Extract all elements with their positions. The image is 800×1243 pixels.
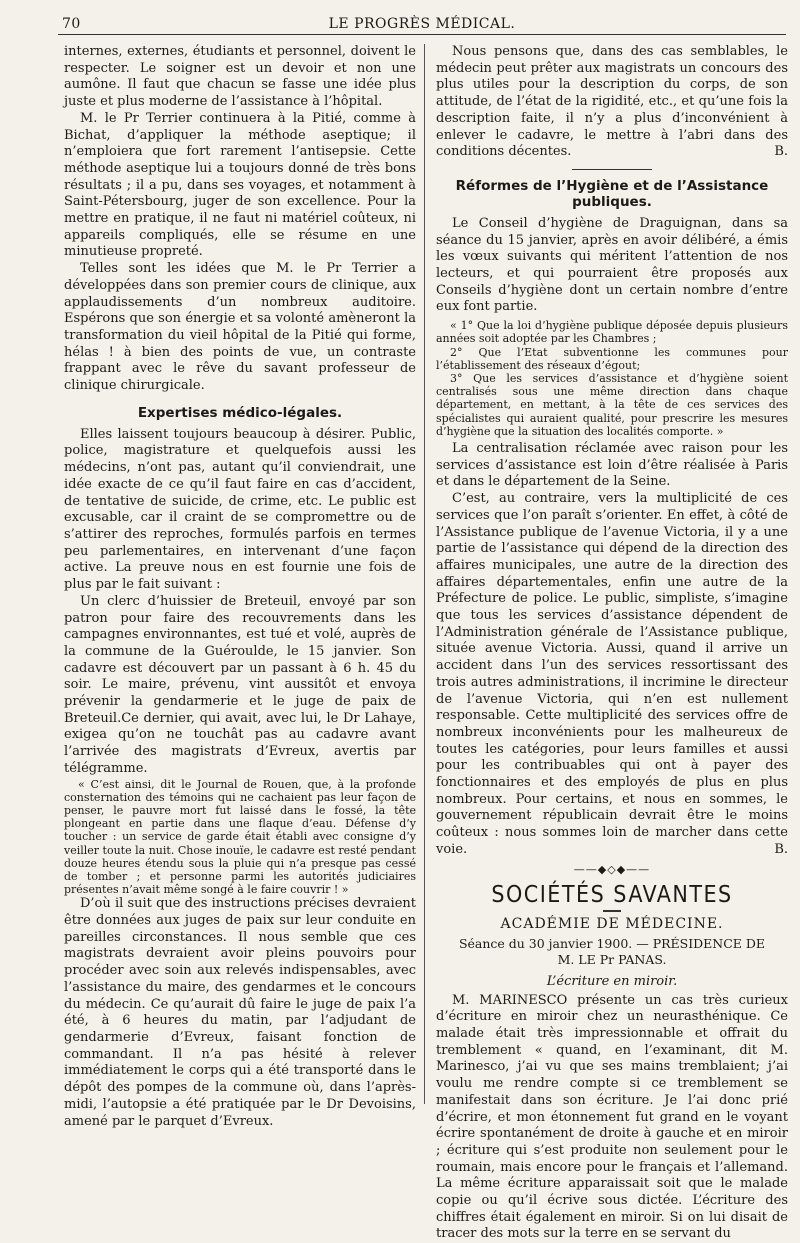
quotation: « 1° Que la loi d’hygiène publique déposée depuis plusieurs années soit adoptée par les Chambres ;	[436, 319, 788, 346]
paragraph: D’où il suit que des instructions précises devraient être données aux juges de paix sur leur conduite en pareilles circonstances. Il nous semble que ces magistrats devraient avoir pleins pouvoirs pour procéder avec soin aux relevés indispensables, avec l’assistance du maire, des gendarmes et le concours du médecin. Ce qu’aurait dû faire le juge de paix l’a été, à 6 heures du matin, par l’adjudant de gendarmerie d’Evreux, faisant fonction de commandant. Il n’a pas hésité à relever immédiatement le corps qui a été transporté dans le dépôt des pompes de la commune où, dans l’après-midi, l’autopsie a été pratiquée par le Dr Devoisins, amené par le parquet d’Evreux.	[64, 896, 416, 1129]
paragraph: Telles sont les idées que M. le Pr Terrier a développées dans son premier cours de clinique, aux applaudissements d’un nombreux auditoire. Espérons que son énergie et sa volonté amèneront la transformation du vieil hôpital de la Pitié qui forme, hélas ! à bien des points de vue, un contraste frappant avec le rêve du savant professeur de clinique chirurgicale.	[64, 261, 416, 394]
ornament-divider: ——◆◇◆——	[573, 862, 651, 876]
paragraph: M. MARINESCO présente un cas très curieux d’écriture en miroir chez un neurasthénique. Ce malade était très impressionnable et offrait du tremblement « quand, en l’examinant, dit M. Marinesco, j’ai vu que ses mains tremblaient; j’ai voulu me rendre compte si ce tremblement se manifestait dans son écriture. Je l’ai donc prié d’écrire, et mon étonnement fut grand en le voyant écrire spontanément de droite à gauche et en miroir ; écriture qui s’est produite non seulement pour le roumain, mais encore pour le français et l’allemand. La même écriture apparaissait soit que le malade copie ou qu’il écrive sous dictée. L’écriture des chiffres était également en miroir. Si on lui disait de tracer des mots sur la terre en se servant du	[436, 992, 788, 1242]
divider	[572, 169, 652, 170]
column-divider	[424, 44, 425, 1104]
seance-line: Séance du 30 janvier 1900. — PRÉSIDENCE DE	[458, 935, 766, 951]
quotation: « C’est ainsi, dit le Journal de Rouen, que, à la profonde consternation des témoins qui ne cachaient pas leur façon de penser, le pauvre mort fut laissé dans le fossé, la tête plongeant en partie dans une flaque d’eau. Défense d’y toucher : un service de garde était établi avec consigne d’y veiller toute la nuit. Chose inouïe, le cadavre est resté pendant douze heures étendu sous la pluie qui n’a presque pas cessé de tomber ; et personne parmi les autorités judiciaires présentes n’avait même songé à le faire couvrir ! »	[64, 777, 416, 897]
quotation: 2° Que l’Etat subventionne les communes pour l’établissement des réseaux d’égout;	[436, 345, 788, 372]
journal-title: LE PROGRÈS MÉDICAL.	[328, 16, 516, 32]
paragraph: M. le Pr Terrier continuera à la Pitié, comme à Bichat, d’appliquer la méthode aseptique; il n’emploiera que fort rarement l’antisepsie. Cette méthode aseptique lui a toujours donné de très bons résultats ; il a pu, dans ses voyages, et notamment à Saint-Pétersbourg, juger de son excellence. Pour la mettre en pratique, il ne faut ni matériel coûteux, ni appareils compliqués, elle se résume en une minutieuse propreté.	[64, 110, 416, 260]
author-signature: B.	[774, 144, 788, 160]
paragraph: Le Conseil d’hygiène de Draguignan, dans sa séance du 15 janvier, après en avoir délibéré, a émis les vœux suivants qui méritent l’attention de nos lecteurs, et qui pourraient être proposés aux Conseils d’hygiène dont un certain nombre d’entre eux font partie.	[436, 215, 788, 315]
section-title: Expertises médico-légales.	[137, 404, 343, 421]
academie-heading: ACADÉMIE DE MÉDECINE.	[500, 915, 724, 932]
author-signature: B.	[774, 841, 788, 857]
paragraph: internes, externes, étudiants et personnel, doivent le respecter. Le soigner est un devoir et non une aumône. Il faut que chacun se fasse une idée plus juste et plus moderne de l’assistance à l’hôpital.	[64, 44, 416, 110]
page-header	[58, 12, 786, 35]
right-column	[436, 44, 788, 1243]
article-subhead: L’écriture en miroir.	[546, 973, 678, 989]
left-column	[64, 44, 416, 1130]
paragraph: Elles laissent toujours beaucoup à désirer. Public, police, magistrature et quelquefois aussi les médecins, n’ont pas, autant qu’il conviendrait, une idée exacte de ce qu’il faut faire en cas d’accident, de tentative de suicide, de crime, etc. Le public est excusable, car il craint de se compromettre ou de s’attirer des reproches, formulés parfois en termes peu parlementaires, en intervenant d’une façon active. La preuve nous en est fournie une fois de plus par le fait suivant :	[64, 426, 416, 593]
paragraph: C’est, au contraire, vers la multiplicité de ces services que l’on paraît s’orienter. En effet, à côté de l’Assistance publique de l’avenue Victoria, il y a une partie de l’assistance qui dépend de la direction des affaires municipales, une autre de la direction des affaires départementales, enfin une autre de la Préfecture de police. Le public, simpliste, s’imagine que tous les services d’assistance dépendent de l’Administration générale de l’Assistance publique, située avenue Victoria. Aussi, quand il arrive un accident dans l’un des services ressortissant des trois autres administrations, il incrimine le directeur de l’avenue Victoria, qui n’en est nullement responsable. Cette multiplicité des services offre de nombreux inconvénients pour les malheureux de toutes les catégories, pour leurs familles et aussi pour les contribuables qui ont à payer des fonctionnaires et des employés de plus en plus nombreux. Pour certains, et nous en sommes, le gouvernement républicain devrait être le moins coûteux : nous sommes loin de marcher dans cette voie.	[436, 491, 788, 857]
section-title: Réformes de l’Hygiène et de l’Assistance publiques.	[455, 177, 769, 210]
societes-heading: SOCIÉTÉS SAVANTES	[491, 881, 733, 908]
presidency-line: M. LE Pr PANAS.	[557, 951, 667, 967]
paragraph: La centralisation réclamée avec raison pour les services d’assistance est loin d’être réalisée à Paris et dans le département de la Seine.	[436, 440, 788, 490]
divider	[603, 910, 621, 912]
paragraph: Un clerc d’huissier de Breteuil, envoyé par son patron pour faire des recouvrements dans les campagnes environnantes, est tué et volé, auprès de la commune de la Guéroulde, le 15 janvier. Son cadavre est découvert par un passant à 6 h. 45 du soir. Le maire, prévenu, vint aussitôt et envoya prévenir la gendarmerie et le juge de paix de Breteuil.Ce dernier, qui avait, avec lui, le Dr Lahaye, exigea qu’on ne touchât pas au cadavre avant l’arrivée des magistrats d’Evreux, avertis par télégramme.	[64, 593, 416, 776]
quotation: 3° Que les services d’assistance et d’hygiène soient centralisés sous une même direction dans chaque département, en mettant, à la tête de ces services des spécialistes qui auraient qualité, pour prescrire les mesures d’hygiène que la situation des localités comporte. »	[436, 371, 788, 438]
paragraph: Nous pensons que, dans des cas semblables, le médecin peut prêter aux magistrats un concours des plus utiles pour la description du corps, de son attitude, de l’état de la rigidité, etc., et qu’une fois la description faite, il n’y a plus d’inconvénient à enlever le cadavre, le mettre à l’abri dans des conditions décentes.	[436, 44, 788, 160]
page-number: 70	[62, 16, 81, 32]
